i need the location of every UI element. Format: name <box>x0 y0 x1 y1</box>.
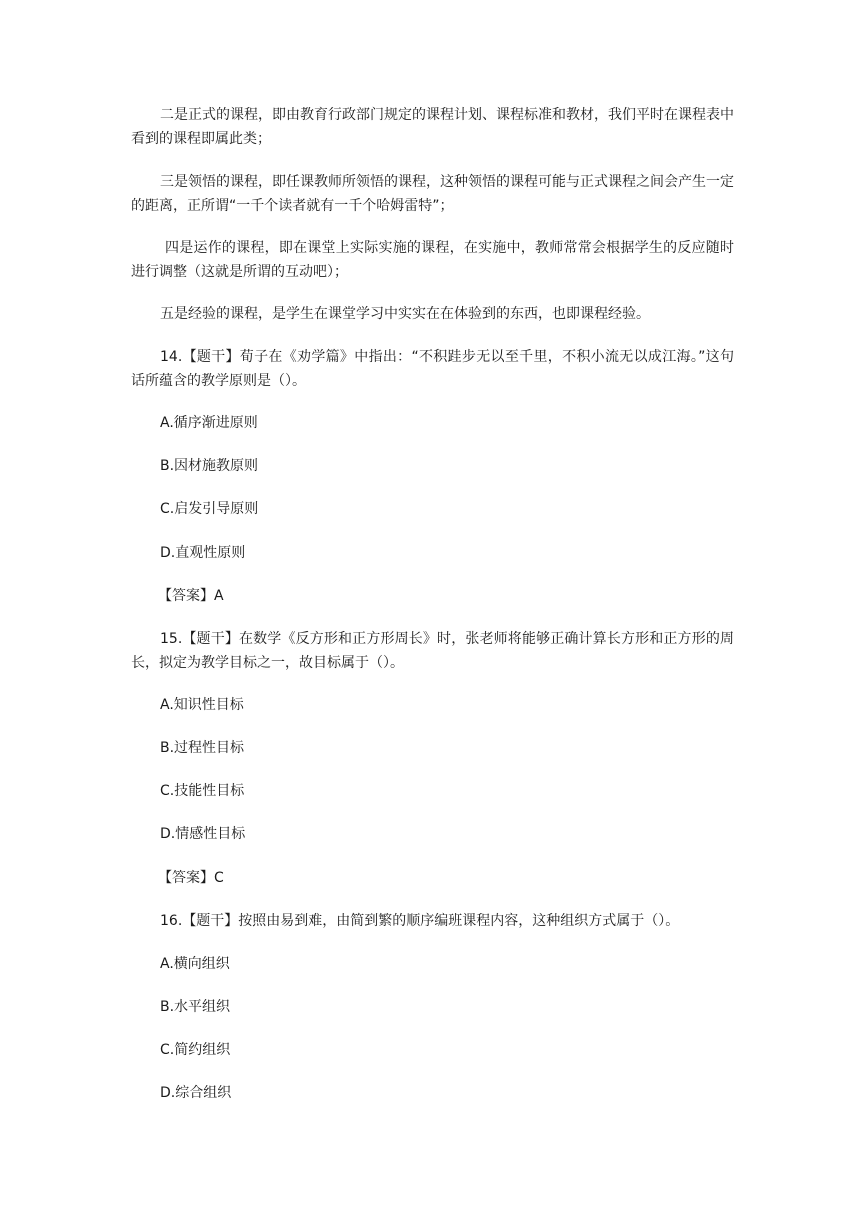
question-14-answer: 【答案】A <box>158 588 224 604</box>
paragraph-formal-curriculum: 二是正式的课程，即由教育行政部门规定的课程计划、课程标准和教材，我们平时在课程表中看到的课程即属此类； <box>131 107 734 147</box>
question-14-option-d: D.直观性原则 <box>160 545 246 561</box>
question-15-stem: 15.【题干】在数学《反方形和正方形周长》时，张老师将能够正确计算长方形和正方形的周长，拟定为教学目标之一，故目标属于（）。 <box>131 631 734 671</box>
question-15-option-c: C.技能性目标 <box>160 783 245 799</box>
question-14-option-a: A.循序渐进原则 <box>160 415 258 431</box>
paragraph-operational-curriculum: 四是运作的课程，即在课堂上实际实施的课程，在实施中，教师常常会根据学生的反应随时进行调整（这就是所谓的互动吧）； <box>131 240 734 280</box>
paragraph-perceived-curriculum: 三是领悟的课程，即任课教师所领悟的课程，这种领悟的课程可能与正式课程之间会产生一定的距离，正所谓“一千个读者就有一千个哈姆雷特”； <box>131 174 734 214</box>
question-15-option-b: B.过程性目标 <box>160 740 245 756</box>
question-15-option-a: A.知识性目标 <box>160 697 244 713</box>
question-16-option-a: A.横向组织 <box>160 956 230 972</box>
question-14-option-c: C.启发引导原则 <box>160 501 259 517</box>
question-15-option-d: D.情感性目标 <box>160 826 246 842</box>
question-16-option-b: B.水平组织 <box>160 999 231 1015</box>
question-15-answer: 【答案】C <box>158 870 224 886</box>
question-14-option-b: B.因材施教原则 <box>160 458 259 474</box>
question-16-option-c: C.简约组织 <box>160 1042 231 1058</box>
question-16-stem: 16.【题干】按照由易到难，由简到繁的顺序编班课程内容，这种组织方式属于（）。 <box>160 913 680 929</box>
question-16-option-d: D.综合组织 <box>160 1085 232 1101</box>
question-14-stem: 14.【题干】荀子在《劝学篇》中指出：“不积跬步无以至千里，不积小流无以成江海。”这句话所蕴含的教学原则是（）。 <box>131 349 734 389</box>
paragraph-experiential-curriculum: 五是经验的课程，是学生在课堂学习中实实在在体验到的东西，也即课程经验。 <box>160 306 650 322</box>
